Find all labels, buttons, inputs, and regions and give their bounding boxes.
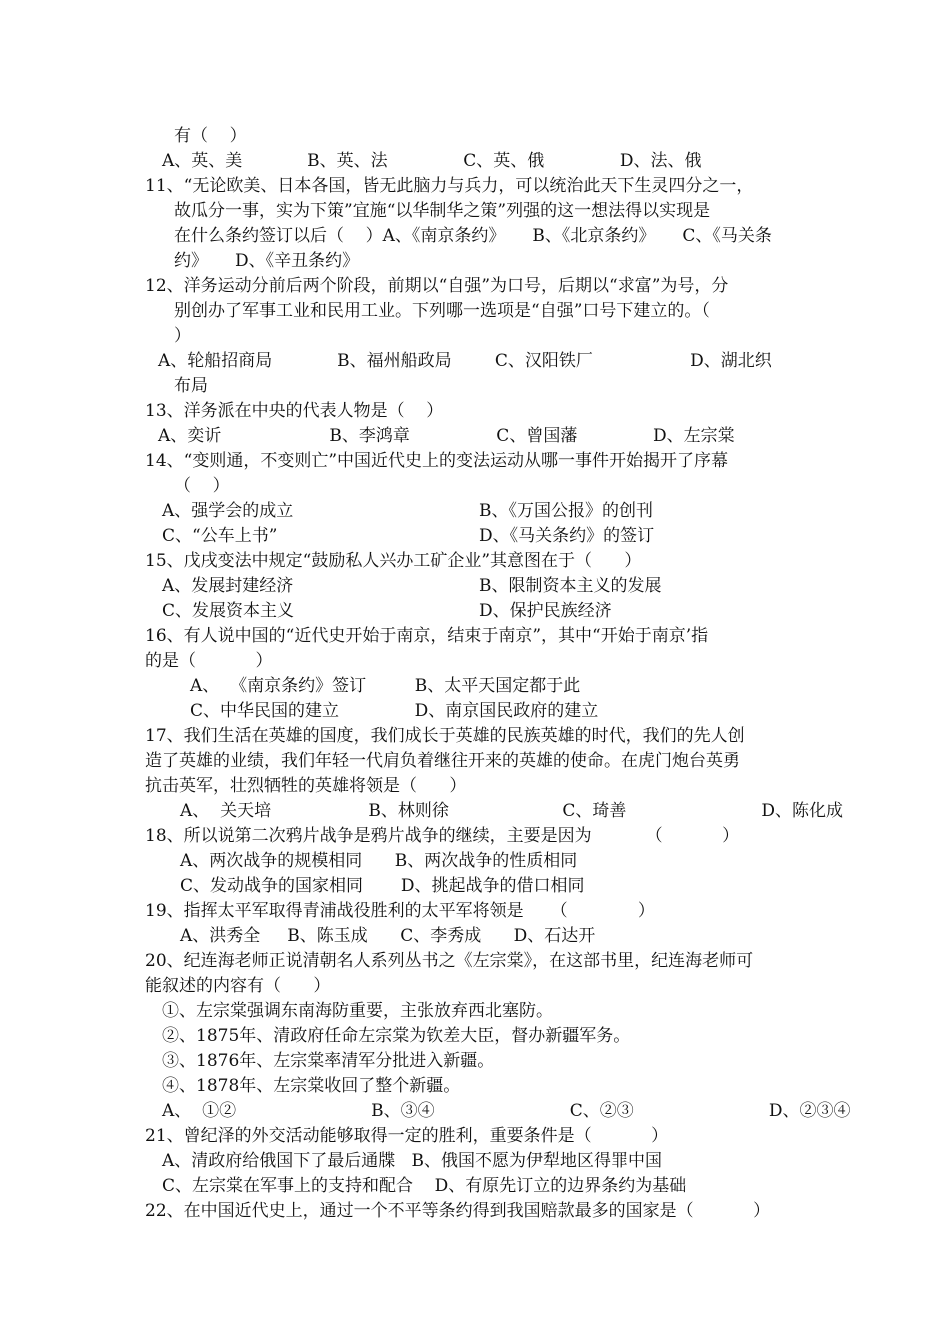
option-a: A、发展封建经济 [162, 576, 294, 596]
option-line: A、奕䜣 B、李鸿章 C、曾国藩 D、左宗棠 [158, 426, 735, 446]
option-b: B、《万国公报》的创刊 [479, 501, 653, 521]
text-line: 别创办了军事工业和民用工业。下列哪一选项是“自强”口号下建立的。（ [174, 301, 710, 321]
question-14: 14、“变则通，不变则亡”中国近代史上的变法运动从哪一事件开始揭开了序幕 [145, 451, 729, 471]
option-line: A、轮船招商局 B、福州船政局 C、汉阳铁厂 D、湖北织 [158, 351, 772, 371]
question-22: 22、在中国近代史上，通过一个不平等条约得到我国赔款最多的国家是（ ） [145, 1201, 771, 1221]
text-line: 造了英雄的业绩，我们年轻一代肩负着继往开来的英雄的使命。在虎门炮台英勇 [145, 751, 740, 771]
option-line: A、 关天培 B、林则徐 C、琦善 D、陈化成 [180, 801, 844, 821]
question-12: 12、洋务运动分前后两个阶段，前期以“自强”为口号，后期以“求富”为号，分 [145, 276, 729, 296]
question-16: 16、有人说中国的“近代史开始于南京，结束于南京”，其中“开始于南京’指 [145, 626, 709, 646]
option-line: C、中华民国的建立 D、南京国民政府的建立 [190, 701, 599, 721]
question-18: 18、所以说第二次鸦片战争是鸦片战争的继续，主要是因为 （ ） [145, 826, 740, 846]
text-line: 能叙述的内容有（ ） [145, 976, 331, 996]
question-13: 13、洋务派在中央的代表人物是（ ） [145, 401, 444, 421]
option-line: A、清政府给俄国下了最后通牒 B、俄国不愿为伊犁地区得罪中国 [162, 1151, 662, 1171]
text-line: 的是（ ） [145, 651, 273, 671]
question-17: 17、我们生活在英雄的国度，我们成长于英雄的民族英雄的时代，我们的先人创 [145, 726, 745, 746]
text-line: 故瓜分一事，实为下策”宜施“以华制华之策”列强的这一想法得以实现是 [174, 201, 711, 221]
option-line: A、 ①② B、③④ C、②③ D、②③④ [162, 1101, 851, 1121]
question-15: 15、戊戌变法中规定“鼓励私人兴办工矿企业”其意图在于（ ） [145, 551, 642, 571]
text-line: ） [174, 326, 191, 346]
statement-4: ④、1878年、左宗棠收回了整个新疆。 [162, 1076, 461, 1096]
option-line: A、两次战争的规模相同 B、两次战争的性质相同 [180, 851, 578, 871]
option-d: D、保护民族经济 [479, 601, 612, 621]
option-b: B、限制资本主义的发展 [479, 576, 662, 596]
option-c: C、发展资本主义 [162, 601, 295, 621]
text-line: 约》 D、《辛丑条约》 [174, 251, 360, 271]
option-line: A、洪秀全 B、陈玉成 C、李秀成 D、石达开 [180, 926, 596, 946]
option-line: A、英、美 B、英、法 C、英、俄 D、法、俄 [162, 151, 702, 171]
statement-3: ③、1876年、左宗棠率清军分批进入新疆。 [162, 1051, 495, 1071]
statement-1: ①、左宗棠强调东南海防重要，主张放弃西北塞防。 [162, 1001, 553, 1021]
text-line: 有（ ） [174, 126, 247, 146]
text-line: （ ） [174, 476, 230, 496]
question-20: 20、纪连海老师正说清朝名人系列丛书之《左宗棠》，在这部书里，纪连海老师可 [145, 951, 754, 971]
text-line: 布局 [174, 376, 208, 396]
option-a: A、强学会的成立 [162, 501, 294, 521]
question-11: 11、“无论欧美、日本各国，皆无此脑力与兵力，可以统治此天下生灵四分之一， [145, 176, 754, 196]
option-line: C、左宗棠在军事上的支持和配合 D、有原先订立的边界条约为基础 [162, 1176, 687, 1196]
option-line: A、 《南京条约》签订 B、太平天国定都于此 [190, 676, 581, 696]
question-19: 19、指挥太平军取得青浦战役胜利的太平军将领是 （ ） [145, 901, 655, 921]
question-21: 21、曾纪泽的外交活动能够取得一定的胜利，重要条件是（ ） [145, 1126, 669, 1146]
text-line: 抗击英军，壮烈牺牲的英雄将领是（ ） [145, 776, 467, 796]
option-line: C、发动战争的国家相同 D、挑起战争的借口相同 [180, 876, 585, 896]
text-line: 在什么条约签订以后（ ）A、《南京条约》 B、《北京条约》 C、《马关条 [174, 226, 772, 246]
option-d: D、《马关条约》的签订 [479, 526, 655, 546]
statement-2: ②、1875年、清政府任命左宗棠为钦差大臣，督办新疆军务。 [162, 1026, 631, 1046]
option-c: C、“公车上书” [162, 526, 278, 546]
